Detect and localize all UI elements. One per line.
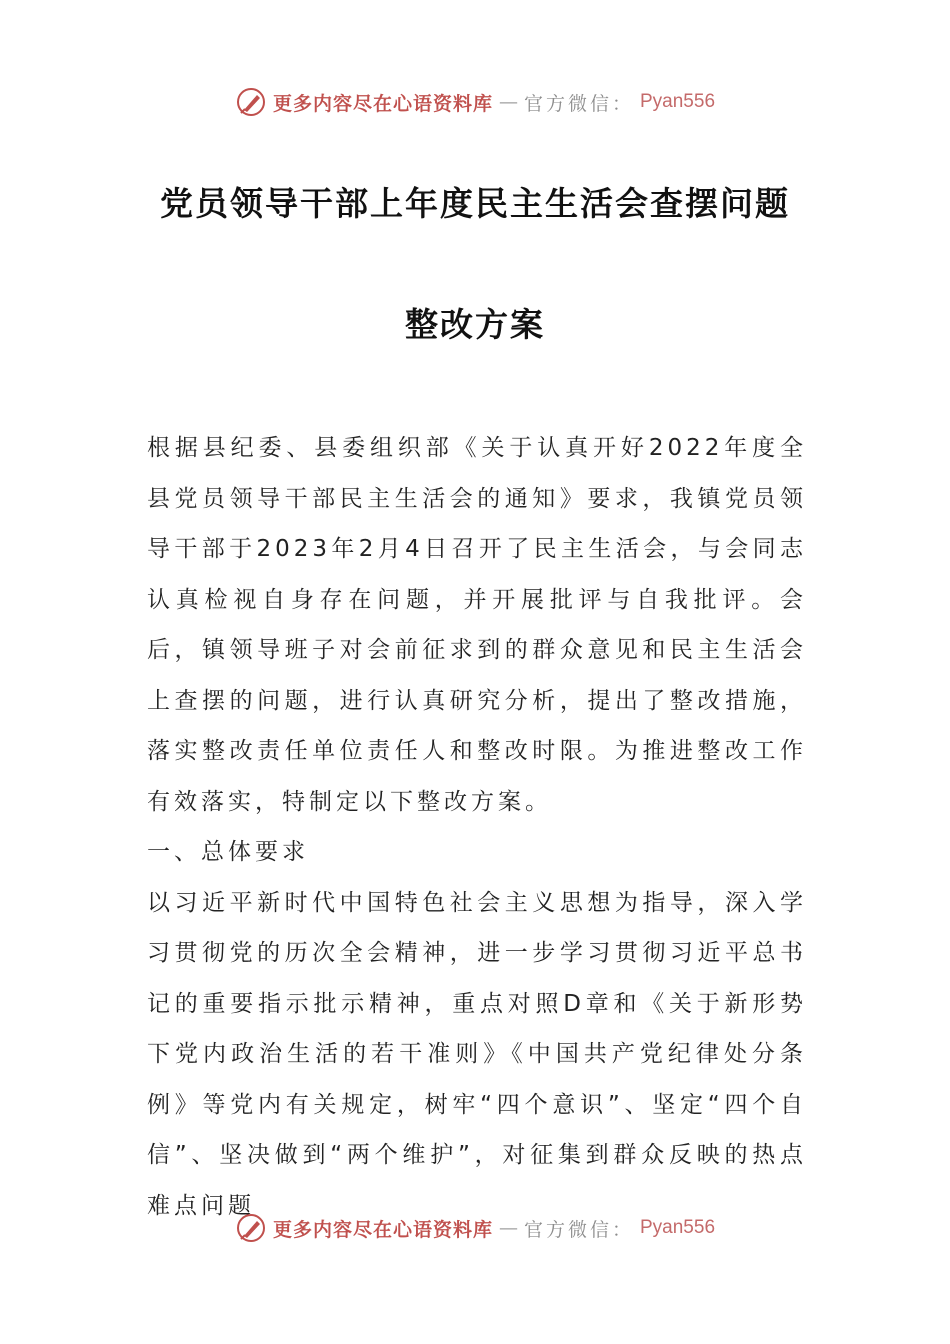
quill-logo-icon [235, 1212, 267, 1244]
watermark-dash: — [498, 91, 518, 113]
document-title-line2: 整改方案 [405, 305, 545, 344]
section-heading-general-requirements: 一、总体要求 [147, 839, 309, 865]
footer-watermark [0, 1212, 950, 1244]
quill-logo-icon [235, 86, 267, 118]
watermark-dash: — [498, 1217, 518, 1239]
body-paragraph-guidance: 以习近平新时代中国特色社会主义思想为指导，深入学习贯彻党的历次全会精神，进一步学习贯彻习近平总书记的重要指示批示精神，重点对照D章和《关于新形势下党内政治生活的若干准则》《中国共产党纪律处分条例》等党内有关规定，树牢“四个意识”、坚定“四个自信”、坚决做到“两个维护”，对征集到群众反映的热点难点问题 [147, 889, 807, 1219]
watermark-official-label: 官方微信： [523, 1218, 634, 1241]
watermark-official-label: 官方微信： [523, 92, 634, 115]
document-body [147, 423, 807, 1231]
watermark-wechat-id: Pyan556 [640, 1217, 716, 1238]
watermark-brand: 更多内容尽在心语资料库 [272, 92, 493, 115]
body-paragraph-intro: 根据县纪委、县委组织部《关于认真开好2022年度全县党员领导干部民主生活会的通知》要求，我镇党员领导干部于2023年2月4日召开了民主生活会，与会同志认真检视自身存在问题，并开展批评与自我批评。会后，镇领导班子对会前征求到的群众意见和民主生活会上查摆的问题，进行认真研究分析，提出了整改措施，落实整改责任单位责任人和整改时限。为推进整改工作有效落实，特制定以下整改方案。 [147, 435, 807, 815]
watermark-wechat-id: Pyan556 [640, 91, 716, 112]
document-title-line1: 党员领导干部上年度民主生活会查摆问题 [160, 184, 790, 223]
header-watermark [0, 86, 950, 118]
watermark-brand: 更多内容尽在心语资料库 [272, 1218, 493, 1241]
